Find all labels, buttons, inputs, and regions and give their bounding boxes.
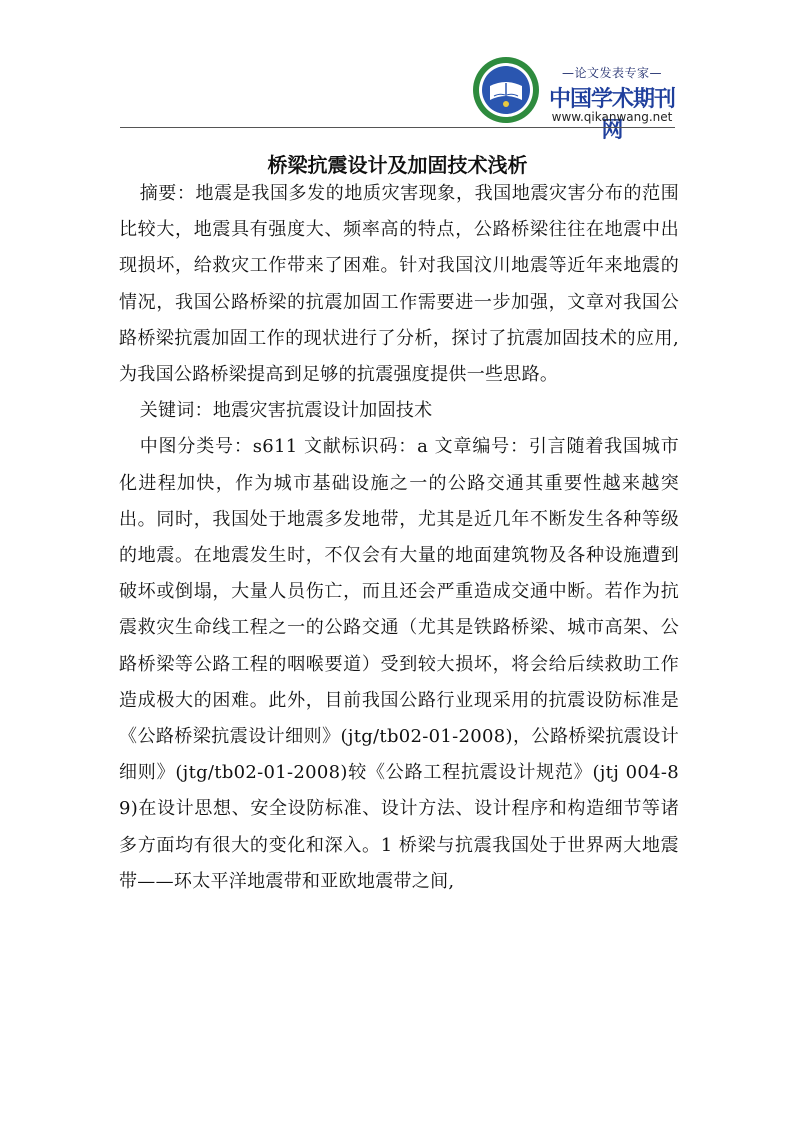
journal-seal-icon bbox=[472, 56, 540, 124]
abstract-paragraph: 摘要：地震是我国多发的地质灾害现象，我国地震灾害分布的范围比较大，地震具有强度大、频率高的特点，公路桥梁往往在地震中出现损坏，给救灾工作带来了困难。针对我国汶川地震等近年来地震的情况，我国公路桥梁的抗震加固工作需要进一步加强，文章对我国公路桥梁抗震加固工作的现状进行了分析，探讨了抗震加固技术的应用,为我国公路桥梁提高到足够的抗震强度提供一些思路。 bbox=[119, 183, 679, 386]
keywords-paragraph: 关键词：地震灾害抗震设计加固技术 bbox=[139, 400, 433, 422]
body-paragraph: 中图分类号：s611 文献标识码：a 文章编号：引言随着我国城市化进程加快，作为城市基础设施之一的公路交通其重要性越来越突出。同时，我国处于地震多发地带，尤其是近几年不断发生各种等级的地震。在地震发生时，不仅会有大量的地面建筑物及各种设施遭到破坏或倒塌，大量人员伤亡，而且还会严重造成交通中断。若作为抗震救灾生命线工程之一的公路交通（尤其是铁路桥梁、城市高架、公路桥梁等公路工程的咽喉要道）受到较大损坏，将会给后续救助工作造成极大的困难。此外，目前我国公路行业现采用的抗震设防标准是《公路桥梁抗震设计细则》(jtg/tb02-01-2008)，公路桥梁抗震设计细则》(jtg/tb02-01-2008)较《公路工程抗震设计规范》(jtj 004-89)在设计思想、安全设防标准、设计方法、设计程序和构造细节等诸多方面均有很大的变化和深入。1 桥梁与抗震我国处于世界两大地震带——环太平洋地震带和亚欧地震带之间, bbox=[119, 436, 679, 892]
logo-tagline: —论文发表专家— bbox=[561, 66, 662, 80]
header-divider bbox=[120, 127, 675, 128]
page-title: 桥梁抗震设计及加固技术浅析 bbox=[267, 153, 528, 178]
logo-site-url[interactable]: www.qikanwang.net bbox=[551, 110, 673, 124]
logo-site-name: 中国学术期刊网 bbox=[548, 87, 675, 143]
site-logo bbox=[472, 52, 682, 143]
document-body bbox=[119, 176, 679, 900]
